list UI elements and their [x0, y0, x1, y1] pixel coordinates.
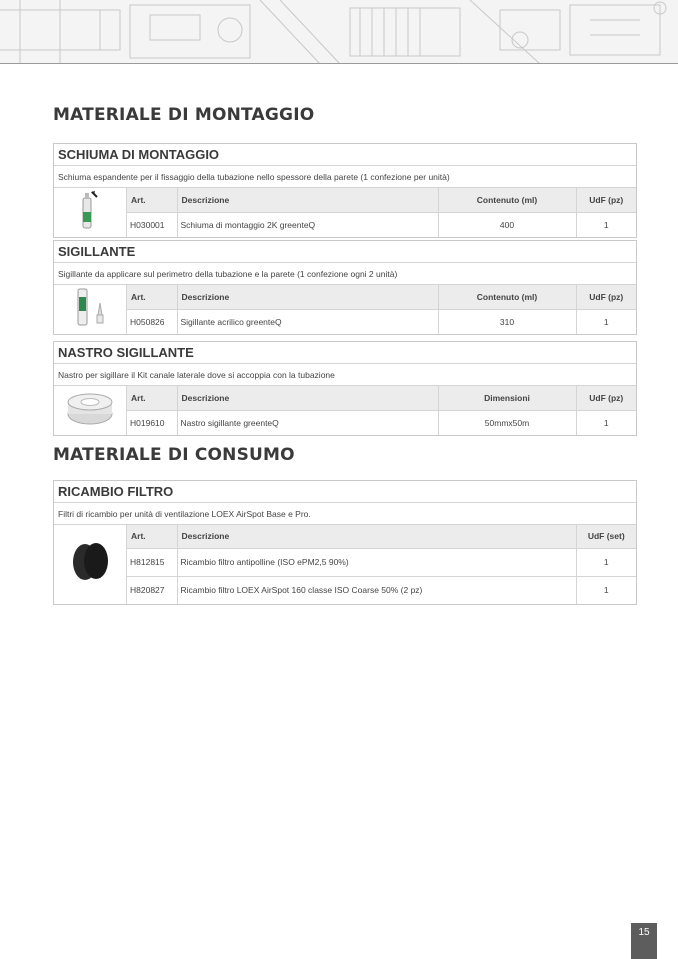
cell-udf: 1 [576, 411, 636, 436]
cell-dimensioni: 50mmx50m [438, 411, 576, 436]
header-contenuto: Contenuto (ml) [438, 188, 576, 213]
header-udf: UdF (set) [576, 525, 636, 548]
spray-can-icon [54, 188, 127, 237]
table-row [127, 576, 636, 604]
cell-contenuto: 400 [438, 213, 576, 238]
card-nastro [53, 341, 637, 436]
cell-descrizione: Ricambio filtro antipolline (ISO ePM2,5 90%) [177, 548, 576, 576]
table-row [127, 310, 636, 335]
header-art: Art. [127, 188, 177, 213]
card-desc-sigillante: Sigillante da applicare sul perimetro della tubazione e la parete (1 confezione ogni 2 unità) [54, 263, 636, 285]
card-title-filtro: RICAMBIO FILTRO [54, 481, 636, 503]
cell-art: H050826 [130, 317, 165, 327]
header-udf: UdF (pz) [576, 285, 636, 310]
tape-roll-icon [54, 386, 127, 435]
header-dimensioni: Dimensioni [438, 386, 576, 411]
cell-udf: 1 [576, 213, 636, 238]
header-contenuto: Contenuto (ml) [438, 285, 576, 310]
page-number: 15 [631, 923, 657, 959]
cell-udf: 1 [576, 548, 636, 576]
header-descrizione: Descrizione [177, 386, 438, 411]
card-desc-filtro: Filtri di ricambio per unità di ventilazione LOEX AirSpot Base e Pro. [54, 503, 636, 525]
header-divider [0, 63, 678, 64]
card-title-sigillante: SIGILLANTE [54, 241, 636, 263]
cell-descrizione: Sigillante acrilico greenteQ [177, 310, 438, 335]
table-schiuma [127, 188, 636, 237]
sealant-tube-icon [54, 285, 127, 334]
section-title-consumo: MATERIALE DI CONSUMO [53, 445, 295, 465]
card-desc-nastro: Nastro per sigillare il Kit canale laterale dove si accoppia con la tubazione [54, 364, 636, 386]
card-desc-schiuma: Schiuma espandente per il fissaggio della tubazione nello spessore della parete (1 confezione per unità) [54, 166, 636, 188]
header-art: Art. [127, 386, 177, 411]
table-filtro [127, 525, 636, 604]
header-descrizione: Descrizione [177, 285, 438, 310]
header-udf: UdF (pz) [576, 386, 636, 411]
card-title-schiuma: SCHIUMA DI MONTAGGIO [54, 144, 636, 166]
header-descrizione: Descrizione [177, 188, 438, 213]
card-sigillante [53, 240, 637, 335]
cell-descrizione: Schiuma di montaggio 2K greenteQ [177, 213, 438, 238]
card-title-nastro: NASTRO SIGILLANTE [54, 342, 636, 364]
cell-art: H812815 [127, 548, 177, 576]
cell-art: H820827 [130, 585, 165, 596]
cell-art: H019610 [130, 418, 165, 428]
card-filtro [53, 480, 637, 605]
cell-udf: 1 [576, 310, 636, 335]
cell-udf: 1 [576, 576, 636, 604]
table-row [127, 548, 636, 576]
section-title-montaggio: MATERIALE DI MONTAGGIO [53, 105, 315, 125]
header-art: Art. [127, 285, 177, 310]
filter-pads-icon [54, 525, 127, 604]
header-descrizione: Descrizione [177, 525, 576, 548]
cell-contenuto: 310 [438, 310, 576, 335]
table-sigillante [127, 285, 636, 334]
cell-art: H030001 [130, 220, 165, 230]
table-row [127, 411, 636, 436]
cell-descrizione: Ricambio filtro LOEX AirSpot 160 classe ISO Coarse 50% (2 pz) [177, 576, 576, 604]
card-schiuma [53, 143, 637, 238]
header-udf: UdF (pz) [576, 188, 636, 213]
table-row [127, 213, 636, 238]
table-nastro [127, 386, 636, 435]
blueprint-decoration [0, 0, 678, 64]
header-blueprint-band [0, 0, 678, 64]
cell-descrizione: Nastro sigillante greenteQ [177, 411, 438, 436]
header-art: Art. [127, 525, 177, 548]
